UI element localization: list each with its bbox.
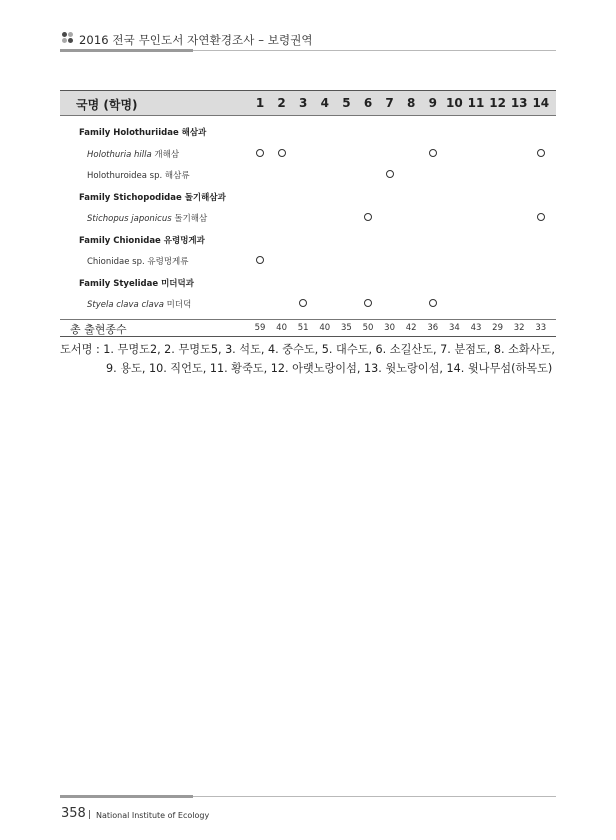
species-occurrence-table [60, 90, 556, 337]
korean-name: 미더덕 [166, 300, 192, 310]
scientific-name: Chionidae sp. [87, 257, 145, 267]
korean-name: 돌기해삼 [174, 214, 208, 224]
korean-name: 유령멍게류 [147, 257, 189, 267]
presence-mark-icon [429, 149, 437, 157]
species-row [60, 164, 556, 186]
species-name [87, 169, 190, 181]
footer-rule-thin [193, 796, 556, 797]
column-header-4: 4 [320, 96, 329, 110]
total-count: 40 [319, 322, 331, 333]
family-row [60, 272, 556, 294]
footer-rule-thick [60, 795, 193, 798]
presence-mark-icon [256, 149, 264, 157]
column-header-3: 3 [299, 96, 308, 110]
presence-mark-icon [299, 299, 307, 307]
species-row [60, 143, 556, 165]
total-count: 29 [492, 322, 503, 333]
header-dot [68, 38, 73, 43]
family-name: Family Styelidae 미더덕과 [79, 278, 194, 289]
total-count: 32 [513, 322, 525, 333]
column-header-11: 11 [467, 96, 485, 110]
island-list-line-2: 9. 용도, 10. 직언도, 11. 황죽도, 12. 아랫노랑이섬, 13. 윗노랑이섬, 14. 윗나무섬(하목도) [106, 362, 553, 375]
column-header-13: 13 [510, 96, 528, 110]
table-body [60, 116, 556, 319]
family-name: Family Holothuriidae 해삼과 [79, 128, 207, 138]
presence-mark-icon [364, 299, 372, 307]
header-dot [68, 32, 73, 37]
column-header-10: 10 [446, 96, 463, 110]
total-count: 36 [427, 322, 439, 333]
column-header-6: 6 [363, 96, 373, 110]
total-count: 59 [254, 322, 266, 333]
header-dots-icon [62, 32, 74, 44]
header-rule-thin [193, 50, 556, 51]
total-count: 30 [384, 322, 395, 333]
species-name [87, 148, 179, 160]
scientific-name: Holothuroidea sp. [87, 171, 163, 181]
species-row [60, 293, 556, 315]
column-header-12: 12 [489, 96, 506, 110]
korean-name: 개해삼 [154, 149, 180, 160]
total-count: 40 [276, 322, 287, 333]
species-name [87, 298, 191, 310]
scientific-name: Stichopus japonicus [87, 214, 172, 224]
total-count: 33 [535, 322, 547, 333]
presence-mark-icon [256, 256, 264, 264]
table-header-row [60, 90, 556, 116]
presence-mark-icon [386, 170, 394, 178]
header-dot [62, 32, 67, 37]
presence-mark-icon [278, 149, 286, 157]
total-count: 50 [362, 322, 374, 333]
island-list-note [60, 340, 556, 378]
totals-label: 총 출현종수 [70, 322, 127, 336]
korean-name: 해삼류 [164, 171, 190, 181]
page-number: 358 [61, 806, 86, 821]
species-row [60, 250, 556, 272]
presence-mark-icon [537, 149, 545, 157]
column-header-5: 5 [342, 96, 351, 110]
presence-mark-icon [364, 213, 372, 221]
island-list-line-1: 도서명 : 1. 무명도2, 2. 무명도5, 3. 석도, 4. 중수도, 5. 대수도, 6. 소길산도, 7. 분점도, 8. 소화사도, [60, 343, 555, 356]
family-row [60, 186, 556, 208]
species-row [60, 207, 556, 229]
family-name: Family Stichopodidae 돌기해삼과 [79, 192, 226, 203]
scientific-name: Holothuria hilla [87, 149, 152, 160]
species-name [87, 255, 188, 267]
column-header-name: 국명 (학명) [76, 98, 138, 112]
total-count: 35 [340, 322, 352, 333]
scientific-name: Styela clava clava [87, 300, 164, 310]
species-name [87, 212, 207, 224]
total-count: 43 [470, 322, 482, 333]
header-dot [62, 38, 67, 43]
column-header-14: 14 [532, 96, 550, 110]
running-header-title: 2016 전국 무인도서 자연환경조사 – 보령권역 [79, 33, 313, 47]
column-header-2: 2 [277, 96, 286, 110]
footer-separator [89, 810, 90, 819]
column-header-7: 7 [385, 96, 394, 110]
presence-mark-icon [537, 213, 545, 221]
family-row [60, 229, 556, 251]
totals-row [60, 319, 556, 337]
total-count: 34 [448, 322, 460, 333]
header-rule-thick [60, 49, 193, 52]
column-header-8: 8 [407, 96, 416, 110]
total-count: 42 [405, 322, 417, 333]
family-name: Family Chionidae 유령멍게과 [79, 235, 205, 246]
total-count: 51 [297, 322, 309, 333]
presence-mark-icon [429, 299, 437, 307]
column-header-9: 9 [428, 96, 437, 110]
column-header-1: 1 [255, 96, 265, 110]
family-row [60, 121, 556, 143]
footer-organization: National Institute of Ecology [96, 811, 210, 820]
